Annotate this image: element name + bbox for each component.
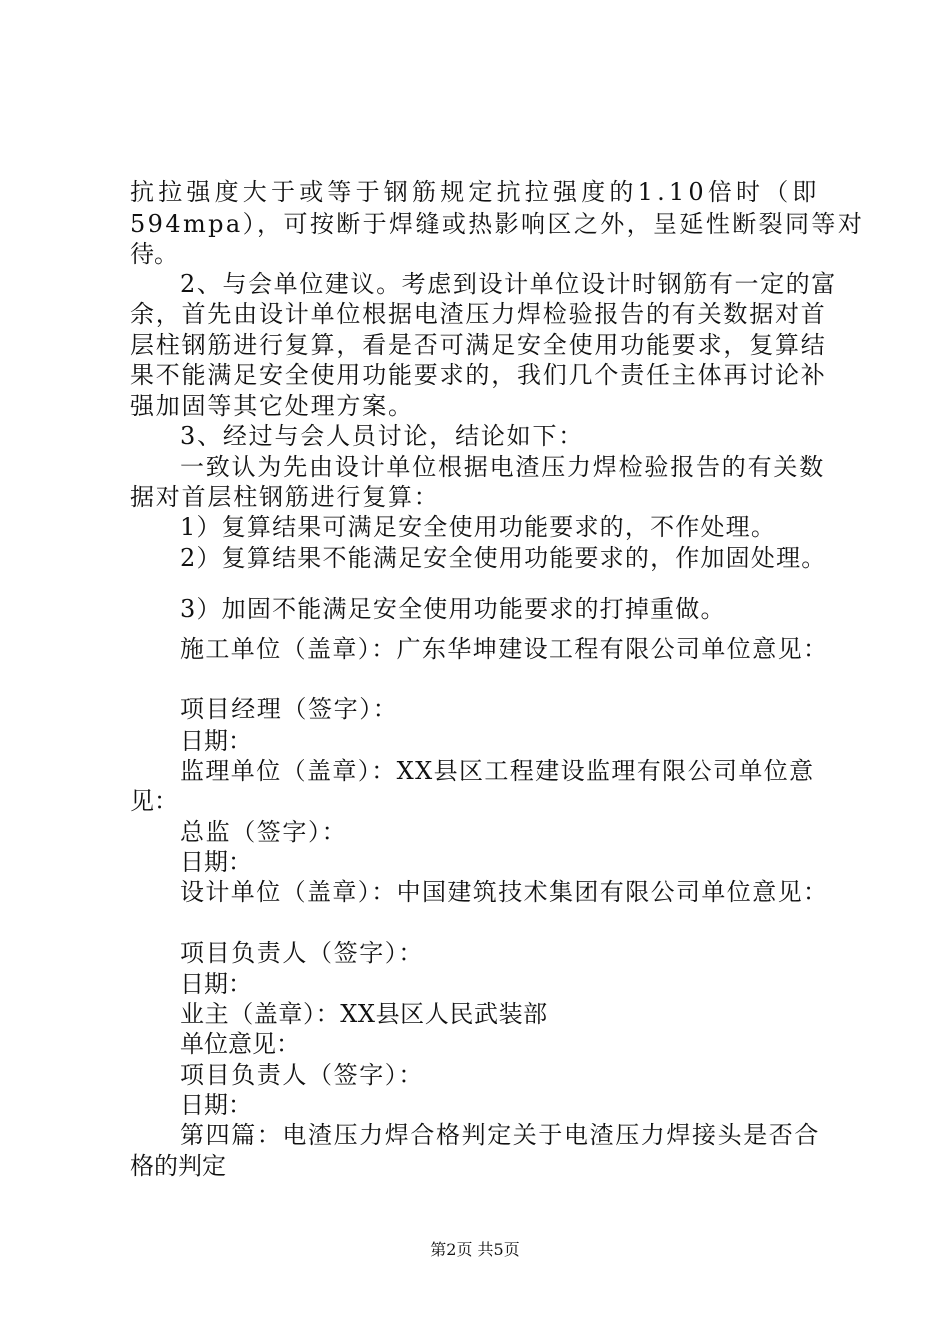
- page-footer: 第2页 共5页: [430, 1240, 520, 1259]
- body-line: 据对首层柱钢筋进行复算：: [130, 483, 440, 511]
- body-line: 3）加固不能满足安全使用功能要求的打掉重做。: [180, 595, 726, 623]
- body-line: 项目经理（签字）：: [180, 695, 399, 723]
- body-line: 果不能满足安全使用功能要求的，我们几个责任主体再讨论补: [130, 361, 827, 389]
- body-line: 日期：: [180, 848, 252, 876]
- body-line: 抗拉强度大于或等于钢筋规定抗拉强度的1.10倍时（即: [130, 178, 821, 206]
- body-line: 3、经过与会人员讨论，结论如下：: [180, 422, 585, 450]
- body-line: 594mpa），可按断于焊缝或热影响区之外，呈延性断裂同等对: [130, 210, 865, 238]
- body-line: 项目负责人（签字）：: [180, 1061, 424, 1089]
- body-line: 单位意见：: [180, 1030, 300, 1058]
- body-line: 强加固等其它处理方案。: [130, 392, 414, 420]
- body-line: 层柱钢筋进行复算，看是否可满足安全使用功能要求，复算结: [130, 331, 827, 359]
- body-line: 2、与会单位建议。考虑到设计单位设计时钢筋有一定的富: [180, 270, 837, 298]
- body-line: 施工单位（盖章）：广东华坤建设工程有限公司单位意见：: [180, 635, 829, 663]
- body-line: 日期：: [180, 970, 252, 998]
- body-line: 1）复算结果可满足安全使用功能要求的，不作处理。: [180, 513, 777, 541]
- body-line: 监理单位（盖章）：XX县区工程建设监理有限公司单位意: [180, 757, 815, 785]
- body-line: 业主（盖章）：XX县区人民武装部: [180, 1000, 548, 1028]
- body-line: 日期：: [180, 1091, 252, 1119]
- body-line: 一致认为先由设计单位根据电渣压力焊检验报告的有关数: [180, 453, 825, 481]
- body-line: 总监（签字）：: [180, 818, 348, 846]
- body-line: 第四篇：电渣压力焊合格判定关于电渣压力焊接头是否合: [180, 1121, 820, 1149]
- body-line: 设计单位（盖章）：中国建筑技术集团有限公司单位意见：: [180, 878, 829, 906]
- body-line: 日期：: [180, 727, 252, 755]
- body-line: 见：: [130, 787, 178, 815]
- body-line: 待。: [130, 240, 178, 268]
- body-line: 余，首先由设计单位根据电渣压力焊检验报告的有关数据对首: [130, 300, 827, 328]
- body-line: 项目负责人（签字）：: [180, 939, 424, 967]
- body-line: 2）复算结果不能满足安全使用功能要求的，作加固处理。: [180, 544, 827, 572]
- body-line: 格的判定: [130, 1152, 226, 1180]
